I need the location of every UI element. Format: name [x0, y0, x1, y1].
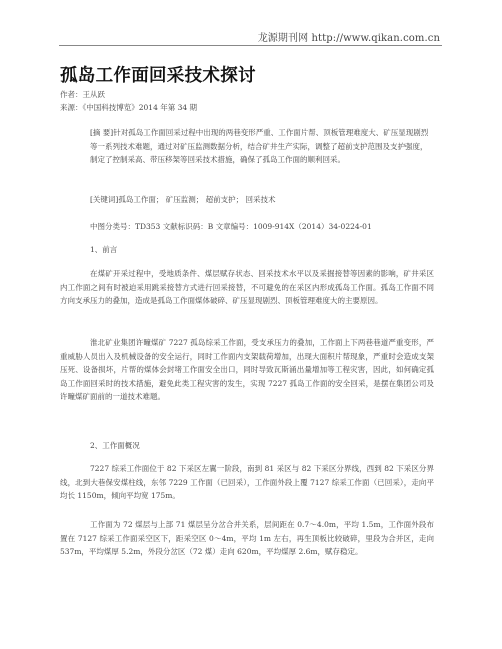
header-divider	[59, 45, 442, 46]
article-title: 孤岛工作面回采技术探讨	[60, 66, 256, 86]
keywords: [关键词]孤岛工作面； 矿压监测； 超前支护； 回采技术	[90, 195, 276, 204]
author-line: 作者：王从跃	[60, 90, 105, 99]
overview-paragraph-2: 工作面为 72 煤层与上部 71 煤层呈分岔合并关系，层间距在 0.7～4.0m，平均 1.5m，工作面外段布置在 7127 综采工作面采空区下，距采空区 0～4m，平均 1m 左右，再生顶板比较破碎，里段为合并区，走向 537m，平均煤厚 5.2m，外段分岔区（72 煤）走向 620m，平均煤厚 2.6m，赋存稳定。	[60, 520, 434, 556]
section-heading-overview: 2、工作面概况	[90, 441, 140, 450]
intro-paragraph-2: 淮北矿业集团许疃煤矿 7227 孤岛综采工作面，受支承压力的叠加，工作面上下两巷巷道严重变形，严重威胁人员出入及机械设备的安全运行，同时工作面内支架载荷增加，出现大面积片帮现象，严重时会造成支架压死、设备损坏，片帮的煤体会封堵工作面安全出口，同时导致瓦斯涌出量增加等工程灾害，因此，如何确定孤岛工作面回采时的技术措施，避免此类工程灾害的发生，实现 7227 孤岛工作面的安全回采，是摆在集团公司及许疃煤矿面前的一道技术难题。	[60, 338, 434, 401]
classification-line: 中图分类号：TD353 文献标识码：B 文章编号：1009-914X（2014）34-0224-01	[90, 222, 372, 231]
overview-paragraph-1: 7227 综采工作面位于 82 下采区左翼一阶段，南到 81 采区与 82 下采区分界线，西到 82 下采区分界线，北到大巷保安煤柱线，东邻 7229 工作面（已回采），工作面外段上覆 7127 综采工作面（已回采），走向平均长 1150m，倾向平均宽 175m。	[60, 464, 434, 500]
intro-paragraph-1: 在煤矿开采过程中，受地质条件、煤层赋存状态、回采技术水平以及采掘接替等因素的影响，矿井采区内工作面之间有时被迫采用跳采接替方式进行回采接替，不可避免的在采区内形成孤岛工作面。孤岛工作面不同方向支承压力的叠加，造成是孤岛工作面煤体破碎、矿压显现剧烈、顶板管理难度大的主要原因。	[60, 269, 434, 305]
abstract: [摘 要]针对孤岛工作面回采过程中出现的两巷变形严重、工作面片帮、顶板管理难度大、矿压显现剧烈等一系列技术难题，通过对矿压监测数据分析，结合矿井生产实际，调整了超前支护范围及支护强度，制定了控制采高、带压移架等回采技术措施，确保了孤岛工作面的顺利回采。	[90, 128, 429, 164]
section-heading-intro: 1、前言	[90, 245, 118, 254]
source-line: 来源：《中国科技博览》2014 年第 34 期	[60, 103, 198, 112]
site-header: 龙源期刊网 http://www.qikan.com.cn	[257, 33, 440, 44]
